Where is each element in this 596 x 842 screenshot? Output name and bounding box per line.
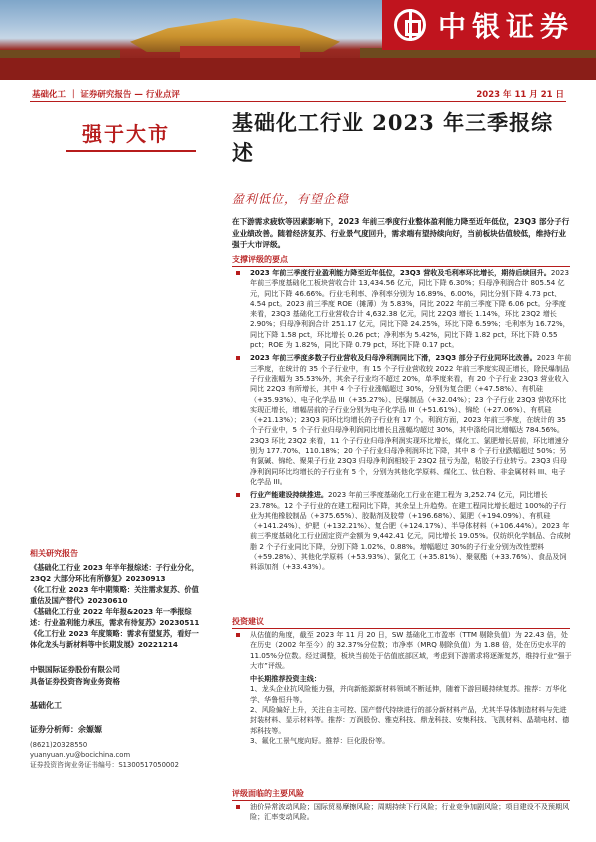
analyst-contact (30, 740, 200, 770)
key-point-2-text: 2023 年前三季度，在统计的 35 个子行业中，有 15 个子行业营收较 2022 年前三季度实现正增长，除民爆制品子行业涨幅为 35.53%外，其余子行业均不超过 20%，单季度来看，有 20 个子行业 23Q3 营业收入同比 22Q3 有所增长，其中 4 个子行业涨幅超过 30%，分别为复合肥（+47.58%）、有机硅（+35.93%）、电子化学品 III（+35.27%）、民爆制品（+32.04%）；23 个子行业 23Q3 营收环比实现正增长，增幅居前的子行业分别为电子化学品 III（+51.61%）、锦纶（+27.06%）、有机硅（+21.13%）；23Q3 同环比均增长的子行业有 17 个。利润方面，2023 年前三季度，在统计的 35 个子行业中，5 个子行业归母净利润同比增长且涨幅均超过 30%，其中涤纶同比增幅达 784.56%。23Q3 环比 23Q2 来看，11 个子行业归母净利润实现环比增长，煤化工、氯肥增长居前，环比增速分别为 177.70%、110.18%；20 个子行业归母净利润环比下降，其中 8 个子行业跌幅超过 50%；另有氯碱、锦纶、聚果子行业 23Q3 归母净利润相较于 23Q2 扭亏为盈，粘胶子行业转亏。23Q3 归母净利润同环比均增长的子行业有 5 个，分别为其他化学原料、煤化工、钛白粉、非金属材料 III、电子化学品 III。 (250, 353, 572, 486)
related-report-3[interactable]: 《基础化工行业 2022 年年报&2023 年一季报综述：行业盈利能力承压，需求有待复苏》20230511 (30, 607, 200, 627)
investment-list (232, 630, 572, 746)
investment-item-2: 2、风险偏好上升，关注自主可控、国产替代持续进行的部分新材料产品，尤其半导体制造材料与先进封装材料、显示材料等。推荐：万润股份、雅克科技、鼎龙科技、安集科技、飞凯材料、晶瑞电材、德邦科技等。 (250, 705, 570, 735)
key-point-1 (232, 268, 572, 350)
section-risks: 评级面临的主要风险 (232, 788, 570, 801)
related-report-2[interactable]: 《化工行业 2023 年中期策略：关注需求复苏、价值重估及国产替代》20230610 (30, 585, 199, 605)
related-reports-title: 相关研究报告 (30, 549, 78, 558)
report-meta (30, 84, 566, 102)
related-report-4[interactable]: 《化工行业 2023 年度策略：需求有望复苏，看好一体化龙头与新材料等中长期发展》20221214 (30, 629, 199, 649)
industry-rating: 强于大市 (82, 122, 170, 146)
key-point-2-bold: 2023 年前三季度多数子行业营收及归母净利润同比下滑，23Q3 部分子行业同环比改善。 (250, 353, 537, 363)
rating-box (66, 112, 196, 152)
brand-logo (382, 0, 596, 50)
risks-list (232, 802, 572, 826)
related-report-1[interactable]: 《基础化工行业 2023 年半年报综述：子行业分化，23Q2 大部分环比有所修复》20230913 (30, 563, 199, 583)
firm-qualification: 具备证券投资咨询业务资格 (30, 677, 120, 686)
banner-wall (0, 58, 596, 80)
report-category: 基础化工 ｜ 证券研究报告 — 行业点评 (32, 90, 180, 100)
firm-info (30, 664, 200, 688)
key-point-3 (232, 490, 572, 572)
investment-intro: 从估值的角度，截至 2023 年 11 月 20 日，SW 基础化工市盈率（TTM 剔除负值）为 22.43 倍，处在历史（2002 年至今）的 32.37%分位数；市净率（MRQ 剔除负值）为 1.88 倍，处在历史水平的 11.05%分位数。经过调整，板块当前处于估值底部区域，考虑到下游需求将逐渐复苏，维持行业“强于大市”评级。 (232, 630, 572, 671)
boc-logo-icon (394, 9, 426, 41)
analyst-phone: (8621)20328550 (30, 741, 88, 749)
key-point-3-text: 2023 年前三季度基础化工行业在建工程为 3,252.74 亿元，同比增长 23.78%。12 个子行业的在建工程同比下降，其余呈上升趋势。在建工程同比增长超过 100%的子行业为其他橡胶制品（+375.65%）、胶黏剂及胶带（+196.68%）、氮肥（+194.09%）、有机硅（+141.24%）、炉肥（+132.21%）、复合肥（+124.17%）、半导体材料（+106.44%）。2023 年前三季度基础化工行业固定资产金额为 9,442.41 亿元，同比增长 19.05%。仅纺织化学制品、合成树脂 2 个子行业同比下降，分别下降 1.02%、0.88%。增幅超过 30%的子行业分别为改性塑料（+59.28%）、其他化学原料（+53.93%）、氯化工（+35.81%）、聚氨酯（+33.76%）、食品及饲料添加剂（+33.43%）。 (250, 490, 571, 572)
brand-name: 中银证券 (438, 10, 575, 43)
key-point-1-bold: 2023 年前三季度行业盈利能力降至近年低位，23Q3 营收及毛利率环比增长，期待后续回升。 (250, 268, 551, 277)
section-key-points: 支撑评级的要点 (232, 254, 570, 267)
analyst-name: 证券分析师：余嫄嫄 (30, 725, 102, 734)
investment-item-3: 3、氟化工景气度向好。推荐：巨化股份等。 (250, 735, 390, 745)
key-points-list (232, 268, 572, 576)
analyst-email[interactable]: yuanyuan.yu@bocichina.com (30, 751, 131, 759)
firm-name: 中银国际证券股份有限公司 (30, 665, 120, 674)
summary-paragraph: 在下游需求疲软等因素影响下，2023 年前三季度行业整体盈利能力降至近年低位，23Q3 部分子行业业绩改善。随着经济复苏、行业景气度回升，需求端有望持续向好，当前板块估值较低，维持行业强于大市评级。 (232, 217, 570, 249)
header-banner (0, 0, 596, 80)
section-investment: 投资建议 (232, 616, 570, 629)
analyst-license: 证券投资咨询业务证书编号：S1300517050002 (30, 761, 179, 769)
key-point-1-text: 2023 年前三季度基础化工板块营收合计 13,434.56 亿元，同比下降 6.30%；归母净利润合计 805.54 亿元，同比下降 46.66%。行业毛利率、净利率分别为 16.89%、6.00%，同比分别下降 4.73 pct、4.54 pct。2023 前三季度 ROE（摊薄）为 5.83%，同比 2022 年前三季度下降 6.06 pct。分季度来看，23Q3 基础化工行业营收合计 4,632.38 亿元，同比 22Q3 增长 1.14%，环比 23Q2 增长 2.90%；归母净利润合计 251.17 亿元，同比下降 24.25%，环比下降 6.59%；毛利率为 16.72%，同比下降 1.58 pct，环比增长 0.26 pct；净利率为 5.42%，同比下降 1.82 pct，环比下降 0.55 pct；ROE 为 1.82%，同比下降 0.79 pct，环比下降 0.17 pct。 (250, 268, 570, 350)
key-point-3-bold: 行业产能建设持续推进。 (250, 490, 329, 500)
investment-item-1: 1、龙头企业抗风险能力强，并向新能源新材料领域不断延伸，随着下游回暖持续复苏。推荐：万华化学、华鲁恒升等。 (250, 684, 567, 704)
report-subtitle: 盈利低位，有望企稳 (232, 192, 350, 206)
key-point-2 (232, 353, 572, 487)
report-title: 基础化工行业 2023 年三季报综述 (232, 110, 554, 165)
sector-label: 基础化工 (30, 701, 62, 710)
investment-head: 中长期推荐投资主线： (250, 674, 321, 684)
risk-text: 油价异常波动风险；国际贸易摩擦风险；周期持续下行风险；行业竞争加剧风险；项目建设不及预期风险；汇率变动风险。 (232, 802, 572, 823)
related-reports-list (30, 562, 200, 650)
report-date: 2023 年 11 月 21 日 (476, 90, 564, 100)
